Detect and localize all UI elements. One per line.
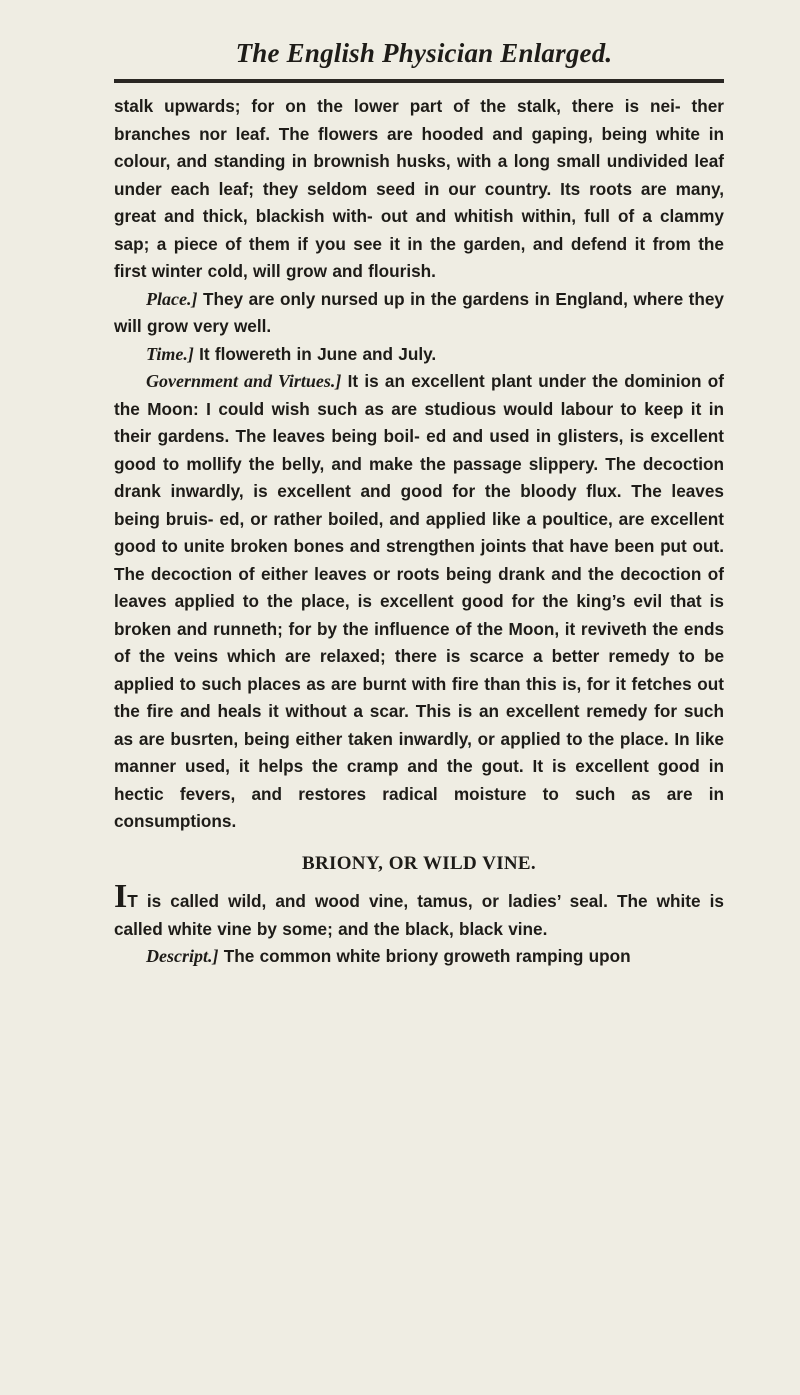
place-text: They are only nursed up in the gardens in England, where they will grow very well. [114, 288, 724, 336]
paragraph-place [114, 286, 724, 341]
descript-text: The common white briony groweth ramping upon [218, 946, 631, 966]
paragraph-description-continued: stalk upwards; for on the lower part of the stalk, there is nei- ther branches nor leaf. The flowers are hooded and gaping, being white in colour, and standing in brownish husks, with a long small undivided leaf under each leaf; they seldom seed in our country. Its roots are many, great and thick, blackish with- out and whitish within, full of a clammy sap; a piece of them if you see it in the garden, and defend it from the first winter cold, will grow and flourish. [114, 96, 724, 281]
government-virtues-label: Government and Virtues.] [146, 371, 342, 391]
place-label: Place.] [146, 288, 198, 309]
book-page [114, 38, 724, 971]
header-rule [114, 79, 724, 83]
briony-intro-text: T is called wild, and wood vine, tamus, or ladies’ seal. The white is called white vine by some; and the black, black vine. [114, 891, 724, 939]
time-text: It flowereth in June and July. [193, 343, 437, 364]
descript-label: Descript.] [146, 946, 219, 966]
body-text [114, 93, 724, 971]
government-virtues-text: It is an excellent plant under the dominion of the Moon: I could wish such as are studious would labour to keep it in their gardens. The leaves being boil- ed and used in glisters, is excellent good to mollify the belly, and make the passage slippery. The decoction drank inwardly, is excellent and good for the bloody flux. The leaves being bruis- ed, or rather boiled, and applied like a poultice, are excellent good to unite broken bones and strengthen joints that have been put out. The decoction of either leaves or roots being drank and the decoction of leaves applied to the place, is excellent good for the king’s evil that is broken and runneth; for by the influence of the Moon, it reviveth the ends of the veins which are relaxed; there is scarce a better remedy to be applied to such places as are burnt with fire than this is, for it fetches out the fire and heals it without a scar. This is an excellent remedy for such as are busrten, being either taken inwardly, or applied to the place. In like manner used, it helps the cramp and the gout. It is excellent good in hectic fevers, and restores radical moisture to such as are in consumptions. [114, 371, 724, 831]
time-label: Time.] [146, 343, 194, 364]
paragraph-briony-intro [114, 878, 724, 943]
section-heading: BRIONY, OR WILD VINE. [302, 852, 536, 874]
drop-cap: I [114, 878, 128, 915]
running-head-title: The English Physician Enlarged. [235, 38, 613, 68]
paragraph-descript [114, 943, 724, 971]
paragraph-time [114, 341, 724, 369]
paragraph-government-virtues [114, 368, 724, 836]
